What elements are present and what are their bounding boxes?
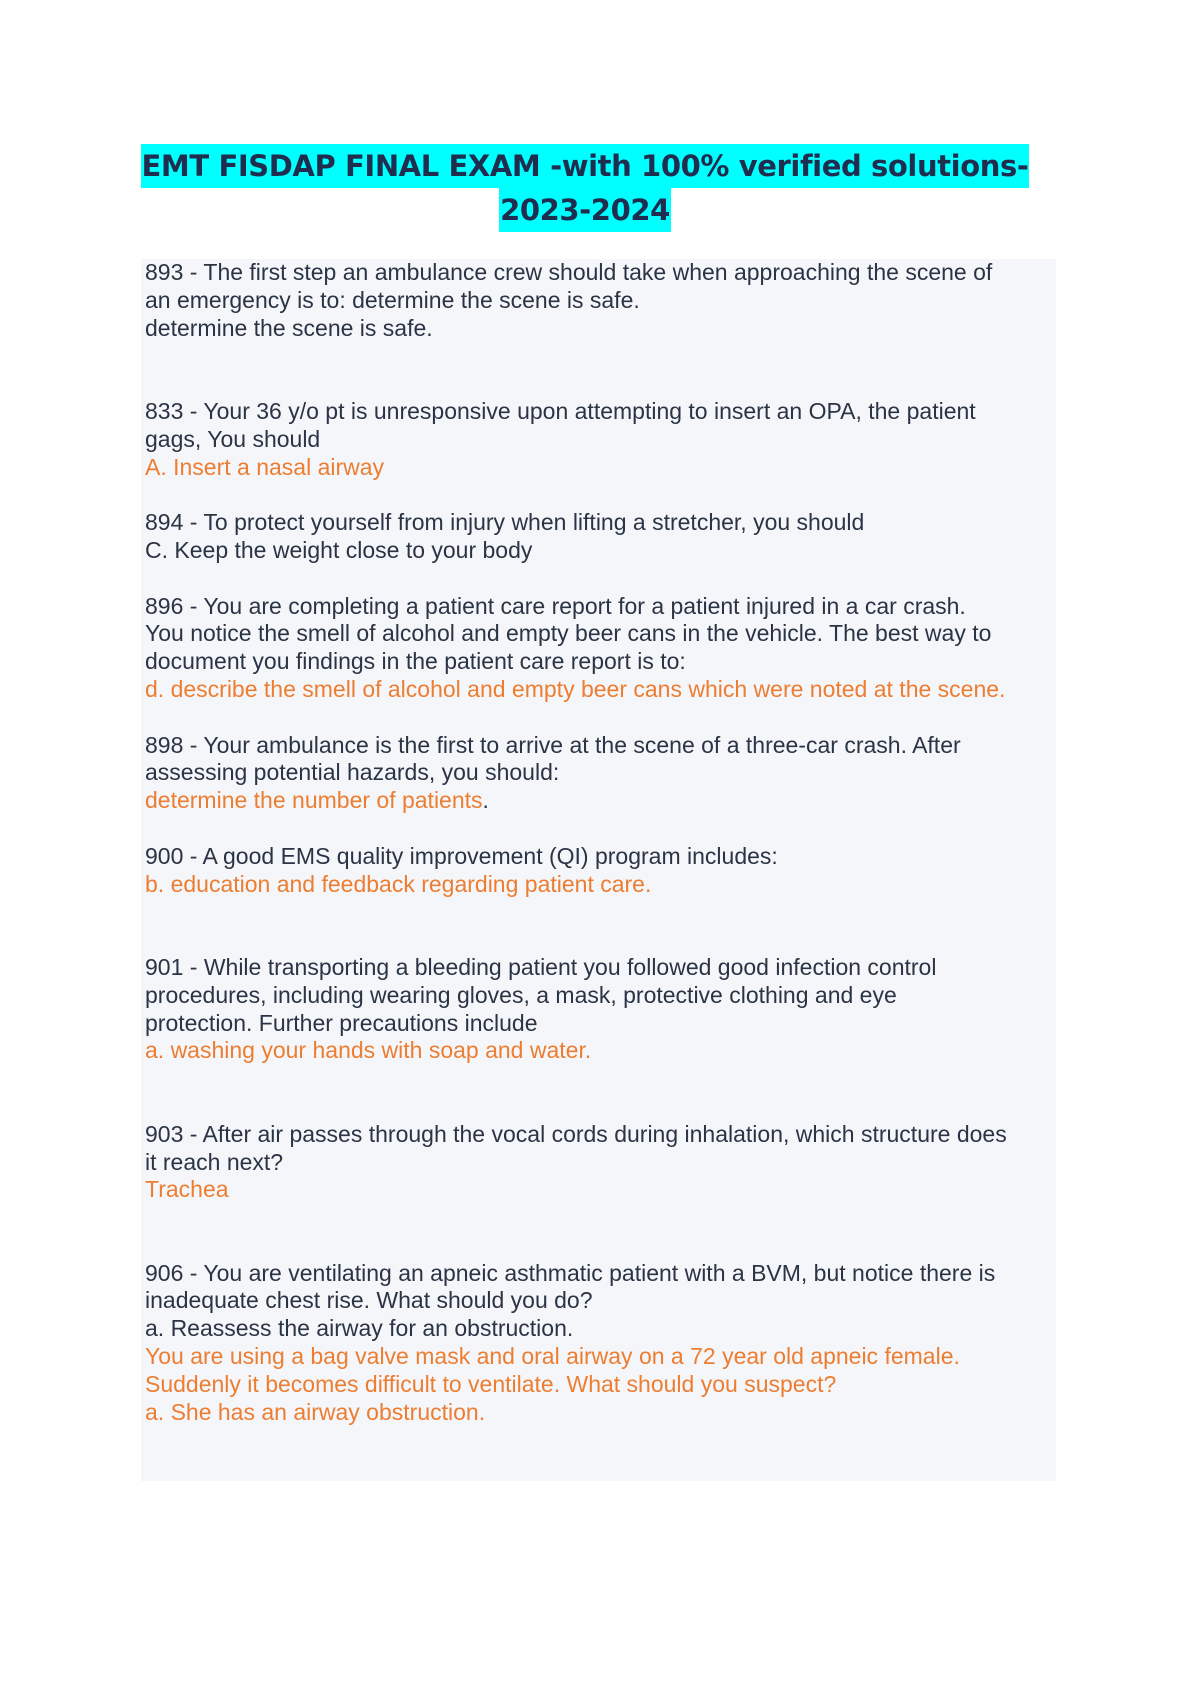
question-text: an emergency is to: determine the scene is safe. [145, 286, 640, 313]
answer-text: d. describe the smell of alcohol and empty beer cans which were noted at the scene. [145, 675, 1006, 702]
question-list [145, 259, 1055, 1426]
question-906 [145, 1260, 1055, 1427]
answer-text: A. Insert a nasal airway [145, 453, 385, 480]
answer-text: Trachea [145, 1176, 229, 1203]
answer-text: a. Reassess the airway for an obstruction. [145, 1315, 574, 1342]
answer-suffix: . [482, 787, 489, 814]
question-text: 894 - To protect yourself from injury when lifting a stretcher, you should [145, 509, 865, 536]
answer-text: b. education and feedback regarding patient care. [145, 870, 652, 897]
answer-text: determine the scene is safe. [145, 314, 433, 341]
question-900 [145, 843, 1055, 899]
title-line-2: 2023-2024 [499, 188, 671, 232]
question-898 [145, 732, 1055, 815]
title-line-1: EMT FISDAP FINAL EXAM -with 100% verified solutions- [141, 144, 1030, 188]
answer-text: a. washing your hands with soap and water. [145, 1037, 592, 1064]
answer-text: You are using a bag valve mask and oral airway on a 72 year old apneic female. [145, 1343, 960, 1370]
question-text: 901 - While transporting a bleeding patient you followed good infection control [145, 953, 937, 980]
question-893 [145, 259, 1055, 342]
question-text: document you findings in the patient care report is to: [145, 648, 686, 675]
question-text: 833 - Your 36 y/o pt is unresponsive upon attempting to insert an OPA, the patient [145, 397, 976, 424]
question-text: procedures, including wearing gloves, a mask, protective clothing and eye [145, 981, 897, 1008]
question-896 [145, 593, 1055, 704]
answer-line [145, 787, 1055, 815]
question-text: assessing potential hazards, you should: [145, 759, 560, 786]
answer-text: a. She has an airway obstruction. [145, 1398, 486, 1425]
question-text: 906 - You are ventilating an apneic asthmatic patient with a BVM, but notice there is [145, 1259, 996, 1286]
question-901 [145, 954, 1055, 1065]
question-text: You notice the smell of alcohol and empty beer cans in the vehicle. The best way to [145, 620, 992, 647]
question-text: gags, You should [145, 425, 321, 452]
question-text: 896 - You are completing a patient care report for a patient injured in a car crash. [145, 592, 966, 619]
question-894 [145, 509, 1055, 565]
question-903 [145, 1121, 1055, 1204]
question-text: 898 - Your ambulance is the first to arrive at the scene of a three-car crash. After [145, 731, 961, 758]
answer-text: Suddenly it becomes difficult to ventilate. What should you suspect? [145, 1370, 837, 1397]
answer-text: determine the number of patients [145, 787, 483, 814]
question-text: inadequate chest rise. What should you do? [145, 1287, 593, 1314]
question-text: protection. Further precautions include [145, 1009, 538, 1036]
question-text: 903 - After air passes through the vocal cords during inhalation, which structure does [145, 1120, 1007, 1147]
question-833 [145, 398, 1055, 481]
answer-text: C. Keep the weight close to your body [145, 536, 533, 563]
question-text: 893 - The first step an ambulance crew should take when approaching the scene of [145, 259, 993, 285]
question-text: 900 - A good EMS quality improvement (QI) program includes: [145, 842, 778, 869]
page-title [130, 144, 1040, 232]
question-text: it reach next? [145, 1148, 284, 1175]
content-area [141, 259, 1056, 1481]
